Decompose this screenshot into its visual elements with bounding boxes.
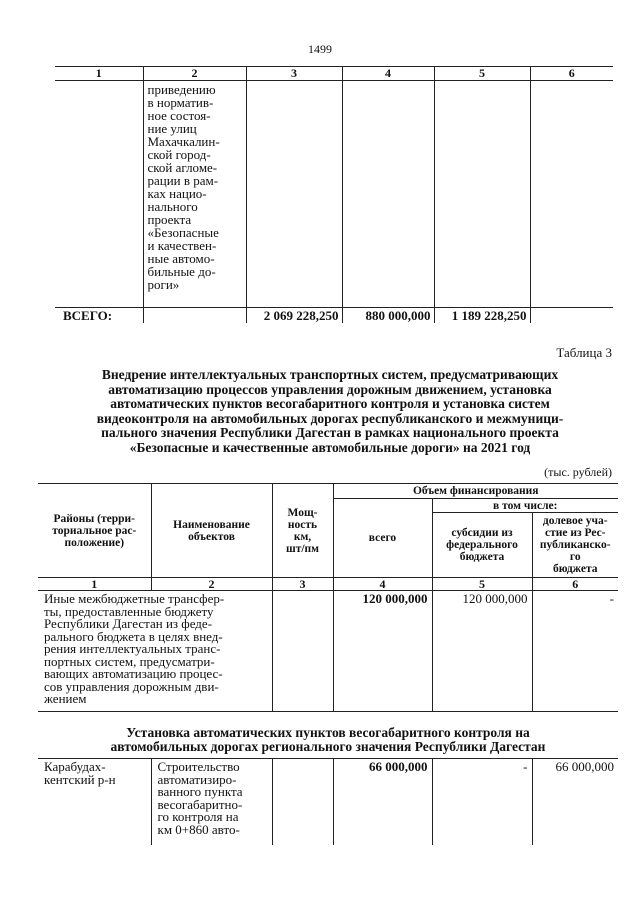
header-total: всего xyxy=(333,499,432,578)
header-objects: Наименование объектов xyxy=(151,484,272,578)
total-label: ВСЕГО: xyxy=(55,308,143,324)
row-district: Карабудах- кентский р-н xyxy=(38,759,151,846)
table-label: Таблица 3 xyxy=(556,345,612,360)
column-number-row xyxy=(38,578,618,591)
header-districts: Районы (терри- ториальное рас- положение) xyxy=(38,484,151,578)
total-federal: 880 000,000 xyxy=(342,308,434,324)
units-label: (тыс. рублей) xyxy=(544,465,612,479)
row-capacity xyxy=(272,759,333,846)
row-republic: 66 000,000 xyxy=(532,759,618,846)
col-number: 3 xyxy=(272,578,333,591)
header-capacity: Мощ- ность км, шт/пм xyxy=(272,484,333,578)
row-republic: - xyxy=(532,591,618,712)
col-number: 1 xyxy=(55,67,143,81)
row-object: Строительство автоматизиро- ванного пункта весогабаритно- го контроля на км 0+860 авто- xyxy=(151,759,272,846)
col-number: 2 xyxy=(143,67,246,81)
financing-table xyxy=(38,483,618,845)
row-total: 66 000,000 xyxy=(333,759,432,846)
page-number: 1499 xyxy=(308,42,332,56)
total-republic: 1 189 228,250 xyxy=(434,308,530,324)
col-number: 6 xyxy=(530,67,613,81)
row-federal: - xyxy=(432,759,532,846)
col-number: 1 xyxy=(38,578,151,591)
section-title: Установка автоматических пунктов весогабаритного контроля на автомобильных дорогах регионального значения Республики Дагестан xyxy=(38,712,618,759)
table-row xyxy=(55,81,613,308)
table-row xyxy=(38,759,618,846)
col-number: 6 xyxy=(532,578,618,591)
table-title: Внедрение интеллектуальных транспортных систем, предусматривающих автоматизацию процессов управления дорожным движением, установка автоматических пунктов весогабаритного контроля и установка систем видеоконтроля на автомобильных дорогах республиканского и межмуници- пального значения Республики Дагестан в рамках национального проекта «Безопасные и качественные автомобильные дороги» на 2021 год xyxy=(96,367,564,455)
header-row xyxy=(38,484,618,499)
section-header-row xyxy=(38,712,618,759)
column-number-row xyxy=(55,67,613,81)
row-federal: 120 000,000 xyxy=(432,591,532,712)
header-financing: Объем финансирования xyxy=(333,484,618,499)
total-amount: 2 069 228,250 xyxy=(246,308,342,324)
col-number: 4 xyxy=(333,578,432,591)
col-number: 2 xyxy=(151,578,272,591)
object-description: приведению в норматив- ное состоя- ние улиц Махачкалин- ской город- ской агломе- рации в рам- ках нацио- нального проекта «Безопасные и качествен- ные автомо- бильные до- роги» xyxy=(143,81,246,308)
header-republic: долевое уча- стие из Рес- публиканско- го бюджета xyxy=(532,513,618,578)
col-number: 4 xyxy=(342,67,434,81)
row-total: 120 000,000 xyxy=(333,591,432,712)
header-including: в том числе: xyxy=(432,499,618,513)
col-number: 3 xyxy=(246,67,342,81)
transfers-description: Иные межбюджетные трансфер- ты, предоставленные бюджету Республики Дагестан из феде- рального бюджета в целях внед- рения интеллектуальных транс- портных систем, предусматри- вающих автоматизацию процес- сов управления дорожным дви- жением xyxy=(38,591,272,712)
col-number: 5 xyxy=(434,67,530,81)
total-row xyxy=(55,308,613,324)
col-number: 5 xyxy=(432,578,532,591)
budget-table-continuation xyxy=(55,66,613,323)
header-federal: субсидии из федерального бюджета xyxy=(432,513,532,578)
table-row xyxy=(38,591,618,712)
